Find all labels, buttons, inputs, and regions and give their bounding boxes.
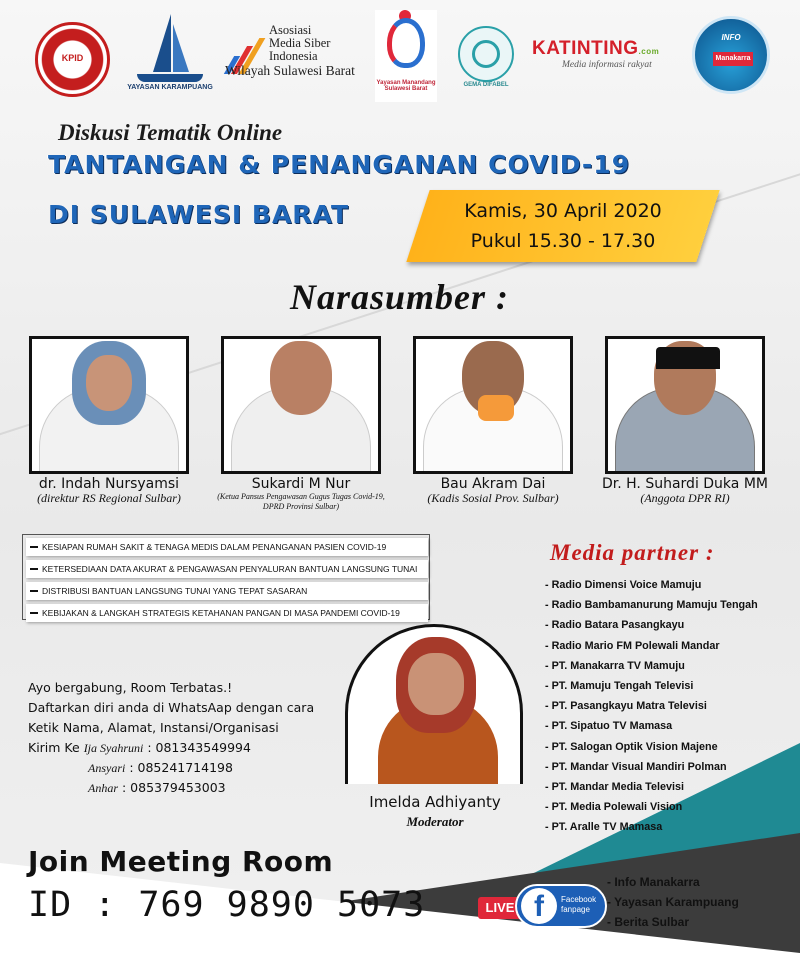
speaker-name: Sukardi M Nur: [251, 476, 351, 492]
media-partner-item: - PT. Media Polewali Vision: [545, 801, 683, 814]
contact-phone: : 081343549994: [147, 740, 251, 755]
speaker-card: [400, 336, 586, 505]
media-partner-item: - PT. Mandar Media Televisi: [545, 780, 684, 793]
event-date: Kamis, 30 April 2020: [464, 200, 662, 222]
topic-item: KESIAPAN RUMAH SAKIT & TENAGA MEDIS DALAM PENANGANAN PASIEN COVID-19: [26, 538, 428, 556]
topic-item: KETERSEDIAAN DATA AKURAT & PENGAWASAN PENYALURAN BANTUAN LANGSUNG TUNAI: [26, 560, 428, 578]
katinting-logo: [532, 38, 682, 88]
yayasan-karampuang-logo: [125, 14, 215, 99]
speaker-name: Bau Akram Dai: [440, 476, 546, 492]
media-partner-item: - PT. Manakarra TV Mamuju: [545, 659, 685, 672]
info-logo-text: INFO: [721, 33, 741, 42]
join-meeting-heading: Join Meeting Room: [28, 845, 334, 878]
meeting-id: ID : 769 9890 5073: [28, 885, 426, 925]
katinting-tagline: Media informasi rakyat: [562, 60, 652, 70]
registration-line: Ketik Nama, Alamat, Instansi/Organisasi: [28, 720, 279, 735]
contact-line: Kirim Ke Ija Syahruni : 081343549994: [28, 740, 251, 755]
facebook-page-item: - Yayasan Karampuang: [607, 895, 739, 909]
moderator-name: Imelda Adhiyanty: [369, 793, 501, 811]
registration-line: Daftarkan diri anda di WhatsAap dengan cara: [28, 700, 315, 715]
contact-phone: : 085379453003: [121, 780, 226, 795]
event-title-line1: TANTANGAN & PENANGANAN COVID-19: [48, 150, 631, 179]
yayasan-karampuang-text: YAYASAN KARAMPUANG: [127, 84, 213, 91]
speakers-heading: Narasumber :: [290, 277, 510, 317]
media-partner-item: - Radio Dimensi Voice Mamuju: [545, 579, 702, 591]
event-title-line2: DI SULAWESI BARAT: [48, 200, 349, 229]
amsi-logo: [225, 24, 375, 94]
amsi-text-4: Wilayah Sulawesi Barat: [225, 63, 355, 78]
speaker-role: (Ketua Pansus Pengawasan Gugus Tugas Covid-19, DPRD Provinsi Sulbar): [217, 492, 385, 511]
moderator-role: Moderator: [406, 814, 464, 829]
sail-icon: [153, 14, 171, 72]
facebook-page-item: - Info Manakarra: [607, 875, 700, 889]
speaker-photo: [413, 336, 573, 474]
sponsor-logos: [30, 10, 775, 102]
speaker-role: (Kadis Sosial Prov. Sulbar): [427, 491, 559, 505]
facebook-pages-list: [607, 872, 787, 932]
media-partner-item: - Radio Mario FM Polewali Mandar: [545, 639, 720, 652]
media-partner-item: - PT. Aralle TV Mamasa: [545, 821, 663, 834]
kpid-logo-text: KPID: [61, 53, 84, 63]
boat-icon: [137, 74, 203, 82]
live-badge: LIVE: [478, 897, 522, 919]
amsi-text-1: Asosiasi: [269, 23, 312, 37]
ymr-logo: [375, 10, 437, 102]
peci-cap-icon: [656, 347, 720, 369]
speaker-photo: [605, 336, 765, 474]
speaker-face-shape: [270, 341, 332, 415]
gema-difabel-logo: [450, 16, 520, 96]
amsi-text-2: Media Siber: [269, 36, 331, 50]
moderator-face-shape: [408, 653, 464, 715]
face-mask-icon: [478, 395, 514, 421]
moderator-photo: [345, 624, 523, 784]
speaker-photo: [29, 336, 189, 474]
topic-item: KEBIJAKAN & LANGKAH STRATEGIS KETAHANAN PANGAN DI MASA PANDEMI COVID-19: [26, 604, 428, 622]
media-partner-item: - PT. Sipatuo TV Mamasa: [545, 720, 673, 733]
media-partner-item: - PT. Mamuju Tengah Televisi: [545, 679, 694, 692]
facebook-icon: f: [521, 888, 557, 924]
media-partner-item: - PT. Salogan Optik Vision Majene: [545, 740, 718, 753]
contact-phone: : 085241714198: [129, 760, 233, 775]
contact-name: Ansyari: [88, 761, 126, 775]
speaker-face-shape: [86, 355, 132, 411]
contact-name: Ija Syahruni: [83, 741, 144, 755]
ymr-logo-text: Yayasan Manandang Sulawesi Barat: [376, 80, 436, 92]
registration-line: Ayo bergabung, Room Terbatas.!: [28, 680, 233, 695]
gema-logo-text: GEMA DIFABEL: [463, 82, 509, 88]
speaker-card: [592, 336, 778, 505]
media-partner-item: - Radio Bambamanurung Mamuju Tengah: [545, 599, 758, 612]
speaker-role: (direktur RS Regional Sulbar): [37, 491, 181, 505]
media-partner-item: - Radio Batara Pasangkayu: [545, 619, 685, 632]
person-ring-icon: [387, 18, 425, 68]
media-partner-item: - PT. Pasangkayu Matra Televisi: [545, 700, 707, 713]
speaker-role: (Anggota DPR RI): [640, 491, 730, 505]
contact-line: [28, 778, 348, 798]
event-time: Pukul 15.30 - 17.30: [470, 230, 656, 252]
registration-info: [28, 678, 348, 798]
contact-name: Anhar: [88, 781, 118, 795]
speaker-name: dr. Indah Nursyamsi: [38, 476, 180, 492]
facebook-fanpage-badge: [515, 884, 607, 928]
wheelchair-icon: [472, 40, 500, 68]
contact-line: [28, 758, 348, 778]
speaker-photo: [221, 336, 381, 474]
event-subtitle: Diskusi Tematik Online: [58, 120, 283, 145]
media-partner-list: [545, 575, 795, 837]
speaker-card: [16, 336, 202, 505]
katinting-wordmark: KATINTING.com: [532, 38, 660, 59]
topic-item: DISTRIBUSI BANTUAN LANGSUNG TUNAI YANG TEPAT SASARAN: [26, 582, 428, 600]
speaker-card: [208, 336, 394, 512]
speaker-name: Dr. H. Suhardi Duka MM: [602, 476, 768, 492]
sail-icon: [173, 24, 189, 72]
amsi-text-3: Indonesia: [269, 49, 318, 63]
media-partner-item: - PT. Mandar Visual Mandiri Polman: [545, 760, 727, 773]
info-manakarra-logo: [692, 16, 770, 94]
date-banner: [418, 190, 708, 262]
kpid-logo: [35, 22, 110, 97]
discussion-topics: [26, 538, 428, 626]
info-logo-badge: Manakarra: [713, 52, 753, 66]
media-partner-heading: Media partner :: [550, 540, 715, 565]
facebook-label: Facebook fanpage: [561, 895, 597, 914]
facebook-page-item: - Berita Sulbar: [607, 915, 690, 929]
